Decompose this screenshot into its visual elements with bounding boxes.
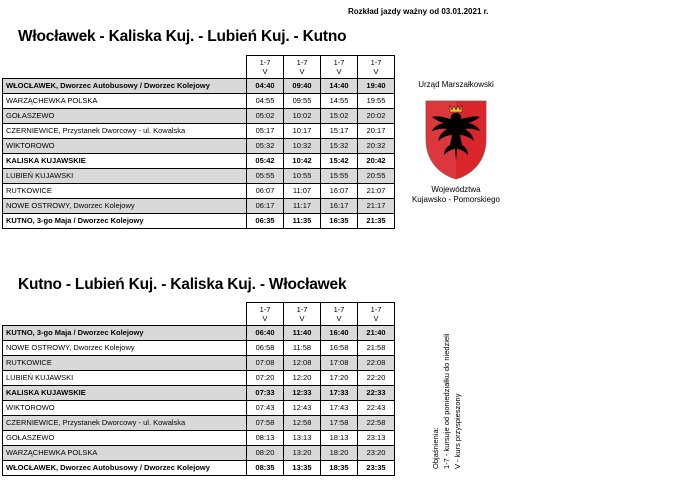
table-row <box>3 416 395 431</box>
table-row <box>3 401 395 416</box>
table-row <box>3 124 395 139</box>
course-header <box>358 303 395 326</box>
departure-time: 05:02 <box>247 109 284 124</box>
table-row <box>3 431 395 446</box>
departure-time: 07:20 <box>247 371 284 386</box>
departure-time: 13:20 <box>284 446 321 461</box>
departure-time: 13:13 <box>284 431 321 446</box>
departure-time: 06:58 <box>247 341 284 356</box>
stop-name: GOŁASZEWO <box>3 109 247 124</box>
stop-name: WŁOCŁAWEK, Dworzec Autobusowy / Dworzec Kolejowy <box>3 461 247 476</box>
departure-time: 20:55 <box>358 169 395 184</box>
departure-time: 17:08 <box>321 356 358 371</box>
departure-time: 18:20 <box>321 446 358 461</box>
table-row <box>3 356 395 371</box>
table-row <box>3 446 395 461</box>
departure-time: 12:08 <box>284 356 321 371</box>
departure-time: 16:07 <box>321 184 358 199</box>
departure-time: 11:35 <box>284 214 321 229</box>
departure-time: 04:40 <box>247 79 284 94</box>
departure-time: 22:20 <box>358 371 395 386</box>
table-row <box>3 371 395 386</box>
stop-name: WIKTOROWO <box>3 401 247 416</box>
logo-bottom-line-1: Województwa <box>431 185 481 194</box>
stop-name: LUBIEŃ KUJAWSKI <box>3 371 247 386</box>
legend <box>430 334 463 470</box>
course-days: 1-7 <box>370 305 382 314</box>
departure-time: 20:02 <box>358 109 395 124</box>
table-row <box>3 386 395 401</box>
course-days: 1-7 <box>296 58 308 67</box>
course-header <box>358 56 395 79</box>
departure-time: 07:58 <box>247 416 284 431</box>
logo-bottom-line-2: Kujawsko - Pomorskiego <box>411 195 501 204</box>
departure-time: 11:17 <box>284 199 321 214</box>
course-type: V <box>336 67 342 76</box>
departure-time: 16:35 <box>321 214 358 229</box>
departure-time: 18:13 <box>321 431 358 446</box>
departure-time: 23:13 <box>358 431 395 446</box>
table-row <box>3 184 395 199</box>
table-row <box>3 79 395 94</box>
logo-top-text: Urząd Marszałkowski <box>418 80 494 89</box>
timetable-return <box>2 302 395 476</box>
departure-time: 12:43 <box>284 401 321 416</box>
departure-time: 15:55 <box>321 169 358 184</box>
course-header <box>321 56 358 79</box>
stop-name: CZERNIEWICE, Przystanek Dworcowy - ul. Kowalska <box>3 124 247 139</box>
departure-time: 06:40 <box>247 326 284 341</box>
departure-time: 05:32 <box>247 139 284 154</box>
departure-time: 11:58 <box>284 341 321 356</box>
departure-time: 12:20 <box>284 371 321 386</box>
course-type: V <box>373 314 379 323</box>
departure-time: 08:13 <box>247 431 284 446</box>
departure-time: 15:02 <box>321 109 358 124</box>
departure-time: 20:17 <box>358 124 395 139</box>
departure-time: 06:35 <box>247 214 284 229</box>
departure-time: 22:58 <box>358 416 395 431</box>
table-row <box>3 341 395 356</box>
departure-time: 23:20 <box>358 446 395 461</box>
table-row <box>3 169 395 184</box>
stop-name: KUTNO, 3-go Maja / Dworzec Kolejowy <box>3 214 247 229</box>
departure-time: 12:33 <box>284 386 321 401</box>
table-row <box>3 154 395 169</box>
departure-time: 06:07 <box>247 184 284 199</box>
stop-name: RUTKOWICE <box>3 184 247 199</box>
stop-name: WŁOCŁAWEK, Dworzec Autobusowy / Dworzec Kolejowy <box>3 79 247 94</box>
course-type: V <box>262 314 268 323</box>
departure-time: 07:33 <box>247 386 284 401</box>
validity-note: Rozkład jazdy ważny od 03.01.2021 r. <box>348 7 489 16</box>
departure-time: 10:32 <box>284 139 321 154</box>
course-days: 1-7 <box>333 305 345 314</box>
course-header <box>247 303 284 326</box>
departure-time: 17:20 <box>321 371 358 386</box>
table-row <box>3 139 395 154</box>
stop-name: RUTKOWICE <box>3 356 247 371</box>
stop-name: CZERNIEWICE, Przystanek Dworcowy - ul. Kowalska <box>3 416 247 431</box>
course-header <box>247 56 284 79</box>
departure-time: 08:20 <box>247 446 284 461</box>
departure-time: 08:35 <box>247 461 284 476</box>
departure-time: 19:40 <box>358 79 395 94</box>
departure-time: 12:58 <box>284 416 321 431</box>
stop-name: NOWE OSTROWY, Dworzec Kolejowy <box>3 341 247 356</box>
timetable-outbound <box>2 55 395 229</box>
departure-time: 10:02 <box>284 109 321 124</box>
departure-time: 17:33 <box>321 386 358 401</box>
departure-time: 10:17 <box>284 124 321 139</box>
course-days: 1-7 <box>259 305 271 314</box>
course-header <box>284 56 321 79</box>
departure-time: 21:17 <box>358 199 395 214</box>
stop-name: WIKTOROWO <box>3 139 247 154</box>
departure-time: 11:40 <box>284 326 321 341</box>
table-row <box>3 199 395 214</box>
departure-time: 20:42 <box>358 154 395 169</box>
departure-time: 18:35 <box>321 461 358 476</box>
departure-time: 15:42 <box>321 154 358 169</box>
logo-bottom-text <box>408 185 504 205</box>
departure-time: 05:42 <box>247 154 284 169</box>
header-row <box>3 56 395 79</box>
departure-time: 10:55 <box>284 169 321 184</box>
departure-time: 07:08 <box>247 356 284 371</box>
departure-time: 22:43 <box>358 401 395 416</box>
departure-time: 23:35 <box>358 461 395 476</box>
stop-name: KALISKA KUJAWSKIE <box>3 386 247 401</box>
stop-name: KALISKA KUJAWSKIE <box>3 154 247 169</box>
departure-time: 21:35 <box>358 214 395 229</box>
departure-time: 20:32 <box>358 139 395 154</box>
departure-time: 13:35 <box>284 461 321 476</box>
departure-time: 16:17 <box>321 199 358 214</box>
departure-time: 05:55 <box>247 169 284 184</box>
departure-time: 21:40 <box>358 326 395 341</box>
departure-time: 21:07 <box>358 184 395 199</box>
course-type: V <box>299 67 305 76</box>
stop-name: LUBIEŃ KUJAWSKI <box>3 169 247 184</box>
course-type: V <box>299 314 305 323</box>
header-row <box>3 303 395 326</box>
table-row <box>3 214 395 229</box>
stop-name: GOŁASZEWO <box>3 431 247 446</box>
legend-line-2: V - kurs przyspieszony <box>453 393 462 469</box>
departure-time: 10:42 <box>284 154 321 169</box>
course-header <box>284 303 321 326</box>
course-type: V <box>336 314 342 323</box>
departure-time: 16:40 <box>321 326 358 341</box>
course-type: V <box>262 67 268 76</box>
departure-time: 19:55 <box>358 94 395 109</box>
legend-line-1: 1-7 - kursuje od poniedziałku do niedzieli <box>442 333 451 469</box>
stop-name: NOWE OSTROWY, Dworzec Kolejowy <box>3 199 247 214</box>
table-row <box>3 109 395 124</box>
table-row <box>3 461 395 476</box>
legend-heading: Objaśnienia: <box>431 427 440 469</box>
course-days: 1-7 <box>296 305 308 314</box>
course-days: 1-7 <box>333 58 345 67</box>
header-blank-cell <box>3 56 247 79</box>
course-header <box>321 303 358 326</box>
table-row <box>3 94 395 109</box>
departure-time: 15:32 <box>321 139 358 154</box>
route-title-return: Kutno - Lubień Kuj. - Kaliska Kuj. - Włocławek <box>18 276 347 293</box>
departure-time: 09:55 <box>284 94 321 109</box>
header-blank-cell <box>3 303 247 326</box>
table-row <box>3 326 395 341</box>
departure-time: 06:17 <box>247 199 284 214</box>
stop-name: WARZĄCHEWKA POLSKA <box>3 446 247 461</box>
course-days: 1-7 <box>370 58 382 67</box>
departure-time: 21:58 <box>358 341 395 356</box>
coat-of-arms-icon <box>422 91 490 181</box>
departure-time: 14:55 <box>321 94 358 109</box>
stop-name: KUTNO, 3-go Maja / Dworzec Kolejowy <box>3 326 247 341</box>
departure-time: 04:55 <box>247 94 284 109</box>
departure-time: 22:33 <box>358 386 395 401</box>
departure-time: 11:07 <box>284 184 321 199</box>
course-days: 1-7 <box>259 58 271 67</box>
course-type: V <box>373 67 379 76</box>
route-title-outbound: Włocławek - Kaliska Kuj. - Lubień Kuj. - Kutno <box>18 28 347 45</box>
departure-time: 09:40 <box>284 79 321 94</box>
stop-name: WARZĄCHEWKA POLSKA <box>3 94 247 109</box>
departure-time: 14:40 <box>321 79 358 94</box>
departure-time: 17:43 <box>321 401 358 416</box>
voivodeship-logo <box>408 80 504 205</box>
departure-time: 17:58 <box>321 416 358 431</box>
departure-time: 07:43 <box>247 401 284 416</box>
departure-time: 05:17 <box>247 124 284 139</box>
departure-time: 15:17 <box>321 124 358 139</box>
departure-time: 16:58 <box>321 341 358 356</box>
departure-time: 22:08 <box>358 356 395 371</box>
